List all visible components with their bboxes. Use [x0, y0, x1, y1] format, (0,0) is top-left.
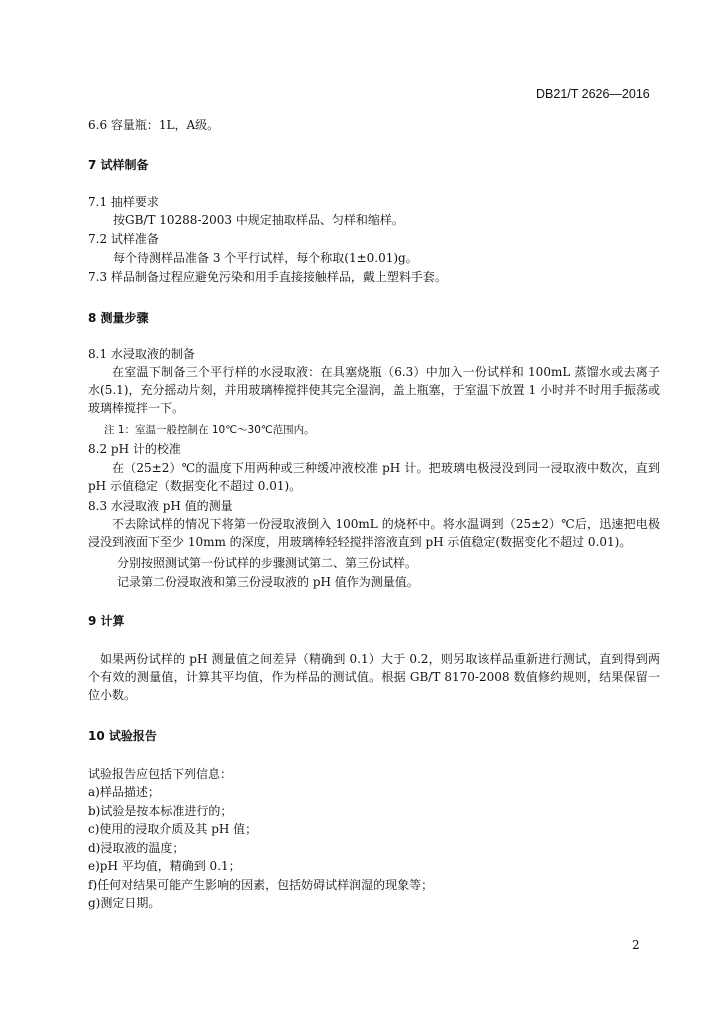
- item-8-3-title: 8.3 水浸取液 pH 值的测量: [88, 499, 233, 513]
- note-1: 注 1：室温一般控制在 10℃～30℃范围内。: [104, 424, 315, 436]
- item-7-1-title: 7.1 抽样要求: [88, 195, 159, 209]
- item-8-3-line-3: 记录第二份浸取液和第三份浸取液的 pH 值作为测量值。: [117, 575, 419, 589]
- section-8-heading: 8 测量步骤: [88, 311, 149, 325]
- item-8-1-paragraph: 在室温下制备三个平行样的水浸取液：在具塞烧瓶（6.3）中加入一份试样和 100mL 蒸馏水或去离子水(5.1)，充分摇动片刻，并用玻璃棒搅拌使其完全湿润，盖上瓶塞，于室温下放置 1 小时并不时用手振荡或玻璃棒搅拌一下。: [88, 365, 660, 415]
- report-item-g: g)测定日期。: [88, 896, 161, 910]
- report-item-d: d)浸取液的温度；: [88, 841, 185, 855]
- item-7-2-text: 每个待测样品准备 3 个平行试样，每个称取(1±0.01)g。: [113, 251, 418, 265]
- section-9-paragraph: 如果两份试样的 pH 测量值之间差异（精确到 0.1）大于 0.2，则另取该样品重新进行测试，直到得到两个有效的测量值，计算其平均值，作为样品的测试值。根据 GB/T 8170-2008 数值修约规则，结果保留一位小数。: [88, 652, 660, 702]
- item-8-2-title: 8.2 pH 计的校准: [88, 442, 181, 456]
- item-7-1-text: 按GB/T 10288-2003 中规定抽取样品、匀样和缩样。: [113, 213, 404, 227]
- item-8-3-paragraph: 不去除试样的情况下将第一份浸取液倒入 100mL 的烧杯中。将水温调到（25±2）℃后，迅速把电极浸没到液面下至少 10mm 的深度，用玻璃棒轻轻搅拌溶液直到 pH 示值稳定(数据变化不超过 0.01)。: [88, 517, 660, 549]
- report-item-a: a)样品描述；: [88, 785, 160, 799]
- section-9-heading: 9 计算: [88, 614, 125, 628]
- section-10-heading: 10 试验报告: [88, 729, 157, 743]
- item-7-3: 7.3 样品制备过程应避免污染和用手直接接触样品，戴上塑料手套。: [88, 270, 447, 284]
- item-6-6: 6.6 容量瓶：1L，A级。: [88, 118, 220, 132]
- item-8-3-line-2: 分别按照测试第一份试样的步骤测试第二、第三份试样。: [117, 556, 418, 570]
- section-7-heading: 7 试样制备: [88, 158, 149, 172]
- report-intro: 试验报告应包括下列信息：: [88, 767, 233, 781]
- report-item-c: c)使用的浸取介质及其 pH 值；: [88, 822, 258, 836]
- page-number: 2: [632, 938, 640, 952]
- item-7-2-title: 7.2 试样准备: [88, 232, 159, 246]
- item-8-2-paragraph: 在（25±2）℃的温度下用两种或三种缓冲液校准 pH 计。把玻璃电极浸没到同一浸取液中数次，直到 pH 示值稳定（数据变化不超过 0.01)。: [88, 461, 660, 493]
- report-item-f: f)任何对结果可能产生影响的因素，包括妨碍试样润湿的现象等；: [88, 878, 434, 892]
- report-item-e: e)pH 平均值，精确到 0.1；: [88, 859, 241, 873]
- item-8-1-title: 8.1 水浸取液的制备: [88, 347, 195, 361]
- standard-number: DB21/T 2626—2016: [536, 87, 650, 101]
- report-item-b: b)试验是按本标准进行的；: [88, 804, 233, 818]
